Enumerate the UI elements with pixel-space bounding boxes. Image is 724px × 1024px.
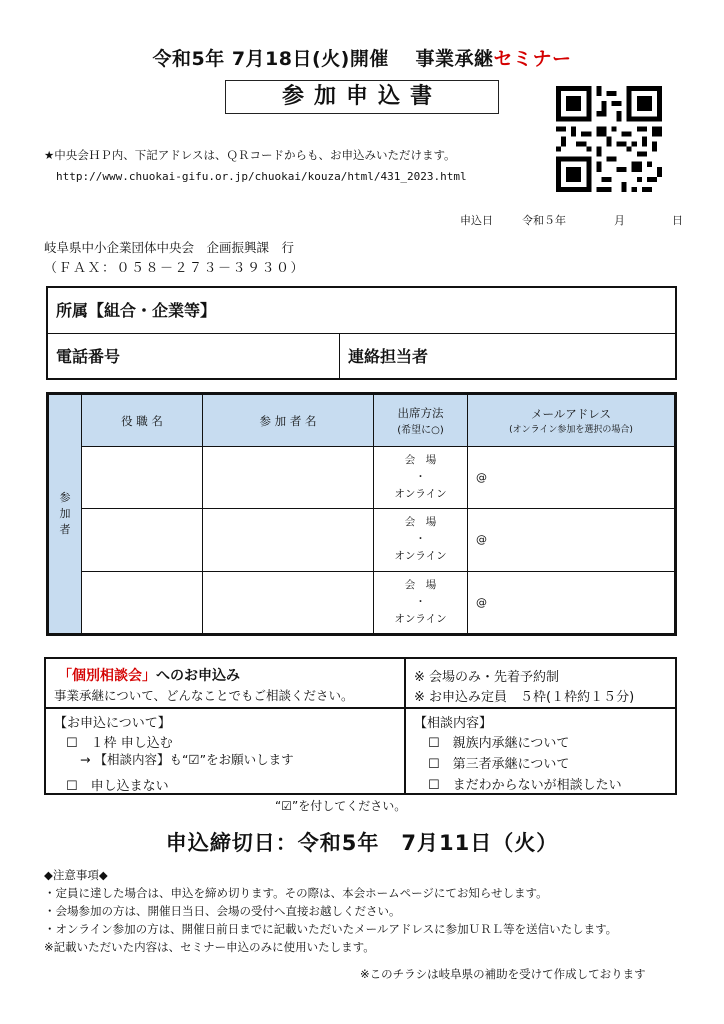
- apply-option-decline[interactable]: ☐ 申し込まない: [66, 779, 169, 794]
- addressee-org: 岐阜県中小企業団体中央会 企画振興課 行: [44, 240, 295, 255]
- consult-note-capacity: ※ お申込み定員 ５枠(１枠約１５分): [414, 690, 635, 705]
- position-input[interactable]: [82, 447, 203, 509]
- apply-heading: 【お申込について】: [54, 716, 171, 731]
- phone-field[interactable]: 電話番号: [48, 334, 340, 378]
- intro-note: ★中央会ＨＰ内、下記アドレスは、ＱＲコードからも、お申込みいただけます。: [44, 148, 456, 162]
- footer-note: ※このチラシは岐阜県の補助を受けて作成しております: [360, 967, 646, 981]
- consult-heading: 「個別相談会」へのお申込み: [58, 668, 240, 684]
- notes-section: ◆注意事項◆ ・定員に達した場合は、申込を締め切ります。その際は、本会ホームページにてお知らせします。 ・会場参加の方は、開催日当日、会場の受付へ直接お越しください。 ・オンライン参加の方は、開催日前日までに記載いただいたメールアドレスに参加ＵＲＬ等を送信いたします。 ※記載いただいた内容は、セミナー申込のみに使用いたします。: [44, 868, 618, 954]
- table-row: [49, 571, 675, 633]
- position-input[interactable]: [82, 571, 203, 633]
- affiliation-field[interactable]: 所属【組合・企業等】: [48, 288, 675, 334]
- content-option-undecided[interactable]: ☐ まだわからないが相談したい: [428, 778, 622, 793]
- email-input[interactable]: @: [468, 447, 675, 509]
- email-input[interactable]: @: [468, 571, 675, 633]
- table-row: [49, 447, 675, 509]
- position-input[interactable]: [82, 509, 203, 571]
- page-title: 令和5年 7月18日(火)開催 事業承継セミナー: [152, 48, 572, 70]
- application-url[interactable]: http://www.chuokai-gifu.or.jp/chuokai/kouza/html/431_2023.html: [56, 170, 467, 183]
- header-name: 参 加 者 名: [203, 395, 374, 447]
- name-input[interactable]: [203, 571, 374, 633]
- content-option-family[interactable]: ☐ 親族内承継について: [428, 736, 570, 751]
- content-option-third-party[interactable]: ☐ 第三者承継について: [428, 757, 570, 772]
- table-row: [49, 509, 675, 571]
- check-instruction: “☑”を付してください。: [275, 799, 407, 813]
- apply-option-one-slot[interactable]: ☐ １枠 申し込む: [66, 736, 173, 751]
- header-method: 出席方法 (希望に○): [374, 395, 468, 447]
- deadline: 申込締切日：令和5年 7月11日（火）: [165, 831, 559, 855]
- company-info-box: [46, 286, 677, 380]
- qr-code[interactable]: [556, 86, 662, 192]
- email-input[interactable]: @: [468, 509, 675, 571]
- name-input[interactable]: [203, 447, 374, 509]
- method-choice[interactable]: 会 場 ・ オンライン: [374, 447, 468, 509]
- method-choice[interactable]: 会 場 ・ オンライン: [374, 509, 468, 571]
- apply-option-note: → 【相談内容】も“☑”をお願いします: [80, 752, 294, 767]
- consultation-box: [44, 657, 677, 795]
- name-input[interactable]: [203, 509, 374, 571]
- consult-note-venue: ※ 会場のみ・先着予約制: [414, 670, 560, 685]
- header-position: 役 職 名: [82, 395, 203, 447]
- title-seminar: セミナー: [493, 48, 572, 70]
- contact-field[interactable]: 連絡担当者: [348, 347, 429, 366]
- application-date: 申込日 令和５年 月 日: [460, 214, 683, 227]
- header-email: メールアドレス (オンライン参加を選択の場合): [468, 395, 675, 447]
- method-choice[interactable]: 会 場 ・ オンライン: [374, 571, 468, 633]
- consult-subtext: 事業承継について、どんなことでもご相談ください。: [54, 688, 354, 703]
- form-title: 参加申込書: [225, 80, 499, 114]
- participants-table: [46, 392, 677, 636]
- content-heading: 【相談内容】: [414, 716, 493, 731]
- participants-side-label: 参加者: [49, 395, 82, 634]
- addressee-fax: （ＦＡＸ：０５８－２７３－３９３０）: [44, 261, 306, 276]
